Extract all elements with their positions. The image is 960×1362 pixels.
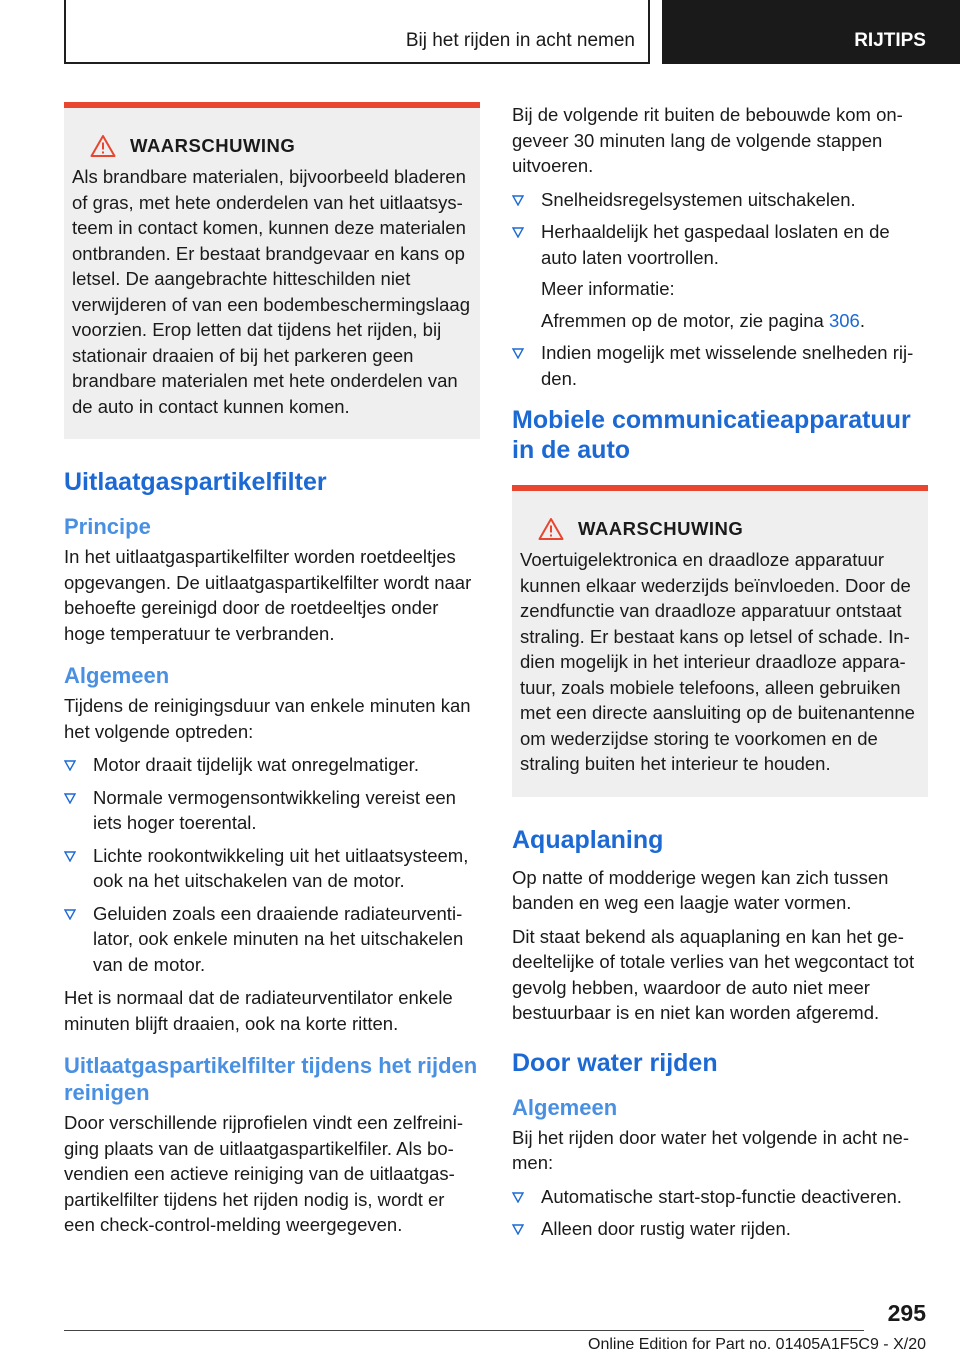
bullet-triangle-icon (64, 909, 76, 920)
algemeen-intro: Tijdens de reinigingsduur van enkele minuten kan het volgende optreden: (64, 695, 471, 742)
warning-title-text: WAARSCHUWING (578, 518, 744, 539)
footer-divider (64, 1330, 864, 1331)
bullet-triangle-icon (512, 348, 524, 359)
bullet-triangle-icon (64, 851, 76, 862)
list-item: Automatische start-stop-functie deactiveren. (512, 1184, 928, 1210)
section-heading-aquaplaning: Aquaplaning (512, 825, 664, 854)
bullet-triangle-icon (64, 760, 76, 771)
left-column (64, 102, 480, 1246)
warning-title-text: WAARSCHUWING (130, 135, 296, 156)
aquaplaning-p1: Op natte of modderige wegen kan zich tussen banden en weg een laagje water vormen. (512, 866, 889, 913)
list-item: Normale vermogensontwikkeling vereist een iets hoger toerental. (64, 785, 480, 836)
bullet-triangle-icon (64, 793, 76, 804)
bullet-triangle-icon (512, 227, 524, 238)
more-info-label: Meer informatie: (541, 278, 675, 299)
aquaplaning-p2: Dit staat bekend als aquaplaning en kan het gedeeltelijke of totale verlies van het wegcontact tot gevolg hebben, waardoor de auto niet meer bestuurbaar is en niet kan worden afgeremd. (512, 925, 915, 1023)
right-column (512, 102, 928, 1250)
reinigen-text: Door verschillende rijprofielen vindt een zelfreiniging plaats van de uitlaatgaspartikelfiler. Als bovendien een actieve reiniging van de uitlaatgaspartikelfilter tijdens het rijden nodig is, wordt er een check-control-melding weergegeven. (64, 1112, 463, 1235)
list-item: Indien mogelijk met wisselende snelheden rijden. (512, 340, 928, 391)
page-number: 295 (887, 1300, 926, 1326)
list-item: Lichte rookontwikkeling uit het uitlaatsysteem, ook na het uitschakelen van de motor. (64, 843, 480, 894)
warning-text: Als brandbare materialen, bijvoorbeeld bladeren of gras, met hete onderdelen van het uitlaatsysteem in contact komen, kunnen deze materialen ontbranden. Er bestaat brandgevaar en kans op letsel. De aangebrachte hitteschilden niet verwijderen of van een bodembeschermingslaag voorzien. Erop letten dat tijdens het rijden, bij stationair draaien of bij het parkeren geen brandbare materialen met hete onderdelen van de auto in contact kunnen komen. (72, 166, 470, 417)
water-intro: Bij het rijden door water het volgende in acht nemen: (512, 1126, 909, 1173)
subheading-reinigen: Uitlaatgaspartikelfilter tijdens het rijden reinigen (64, 1053, 478, 1105)
section-heading-filter: Uitlaatgaspartikelfilter (64, 468, 327, 496)
header-section-title: Bij het rijden in acht nemen (405, 30, 635, 51)
warning-box-exhaust (64, 102, 480, 439)
warning-text: Voertuigelektronica en draadloze apparatuur kunnen elkaar wederzijds beïnvloeden. Door de zendfunctie van draadloze apparatuur ontstaat straling. Er bestaat kans op letsel of schade. Indien mogelijk in het interieur draadloze apparatuur, zoals mobiele telefoons, alleen gebruiken met een directe aansluiting op de buitenantenne om wederzijdse storing te voorkomen en de straling buiten het interieur te houden. (520, 549, 915, 774)
list-item: Snelheidsregelsystemen uitschakelen. (512, 187, 928, 213)
bullet-triangle-icon (512, 195, 524, 206)
algemeen-list (64, 752, 480, 977)
principe-text: In het uitlaatgaspartikelfilter worden roetdeeltjes opgevangen. De uitlaatgaspartikelfilter wordt naar behoefte gereinigd door de roetdeeltjes onder hoge temperatuur te verbranden. (64, 546, 472, 644)
warning-box-mobile (512, 485, 928, 797)
steps-intro: Bij de volgende rit buiten de bebouwde kom ongeveer 30 minuten lang de volgende stappen uitvoeren. (512, 104, 903, 176)
list-item: Herhaaldelijk het gaspedaal loslaten en de auto laten voortrollen. Meer informatie: Afremmen op de motor, zie pagina 306. (512, 219, 928, 333)
list-item: Motor draait tijdelijk wat onregelmatiger. (64, 752, 480, 778)
header-chapter-tab (662, 0, 960, 64)
algemeen-outro: Het is normaal dat de radiateurventilator enkele minuten blijft draaien, ook na korte ritten. (64, 987, 453, 1034)
section-heading-water: Door water rijden (512, 1048, 718, 1077)
warning-triangle-icon (90, 134, 116, 158)
list-item: Alleen door rustig water rijden. (512, 1216, 928, 1242)
list-item: Geluiden zoals een draaiende radiateurventilator, ook enkele minuten na het uitschakelen van de motor. (64, 901, 480, 978)
subheading-algemeen: Algemeen (64, 663, 170, 688)
section-heading-mobiel: Mobiele communicatieapparatuur in de auto (512, 406, 911, 464)
steps-list (512, 187, 928, 392)
warning-title (520, 517, 920, 541)
subheading-water-algemeen: Algemeen (512, 1094, 618, 1120)
footer-edition: Online Edition for Part no. 01405A1F5C9 - X/20 (588, 1336, 926, 1353)
page-reference-link[interactable]: 306 (828, 309, 860, 331)
bullet-triangle-icon (512, 1224, 524, 1235)
warning-triangle-icon (538, 517, 564, 541)
water-list (512, 1184, 928, 1242)
header-chapter-label: RIJTIPS (854, 30, 926, 51)
subheading-principe: Principe (64, 514, 151, 539)
warning-title (72, 134, 472, 158)
cross-reference: Afremmen op de motor, zie pagina 306. (541, 309, 865, 331)
bullet-triangle-icon (512, 1192, 524, 1203)
